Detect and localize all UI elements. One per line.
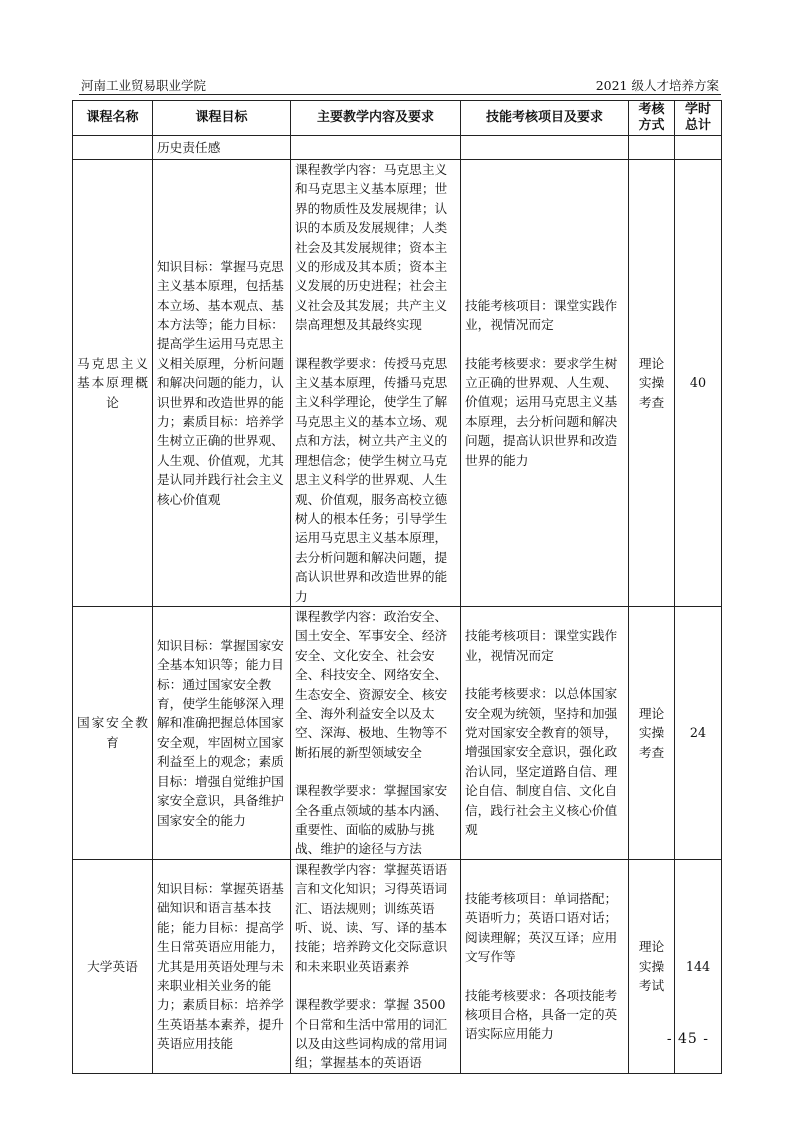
course-skill — [461, 606, 629, 859]
course-content — [291, 606, 461, 859]
col-header-content: 主要教学内容及要求 — [291, 101, 461, 136]
course-table — [72, 100, 722, 1074]
total-hours — [675, 136, 722, 160]
teaching-content: 课程教学内容：政治安全、国土安全、军事安全、经济安全、文化安全、社会安全、科技安全、网络安全、生态安全、资源安全、核安全、海外利益安全以及太空、深海、极地、生物等不断拓展的新型领域安全 — [295, 608, 448, 760]
skill-requirements: 技能考核要求：以总体国家安全观为统领，坚持和加强党对国家安全教育的领导，增强国家安全意识，强化政治认同，坚定道路自信、理论自信、制度自信、文化自信，践行社会主义核心价值观 — [465, 686, 618, 837]
col-header-method: 考核 方式 — [629, 101, 675, 136]
skill-requirements: 技能考核要求：要求学生树立正确的世界观、人生观、价值观；运用马克思主义基本原理，去分析问题和解决问题，提高认识世界和改造世界的能力 — [465, 355, 618, 468]
course-name: 大学英语 — [73, 859, 153, 1073]
course-goal: 历史责任感 — [153, 136, 291, 160]
course-name — [73, 136, 153, 160]
skill-items: 技能考核项目：课堂实践作业，视情况而定 — [465, 628, 618, 663]
teaching-requirements: 课程教学要求：传授马克思主义基本原理，传播马克思主义科学理论，使学生了解马克思主义的基本立场、观点和方法，树立共产主义的理想信念；使学生树立马克思主义科学的世界观、人生观、价值观，服务高校立德树人的根本任务；引导学生运用马克思主义基本原理，去分析问题和解决问题，提高认识世界和改造世界的能力 — [295, 355, 448, 604]
teaching-requirements: 课程教学要求：掌握国家安全各重点领域的基本内涵、重要性、面临的威胁与挑战、维护的途径与方法 — [295, 783, 448, 857]
course-name: 国家安全教育 — [73, 606, 153, 859]
course-skill — [461, 859, 629, 1073]
course-content — [291, 859, 461, 1073]
total-hours: 144 — [675, 859, 722, 1073]
table-row — [73, 160, 722, 607]
course-skill — [461, 160, 629, 607]
page-header — [79, 76, 721, 95]
course-name: 马克思主义基本原理概论 — [73, 160, 153, 607]
course-skill — [461, 136, 629, 160]
table-header-row — [73, 101, 722, 136]
course-goal: 知识目标：掌握国家安全基本知识等；能力目标：通过国家安全教育，使学生能够深入理解和准确把握总体国家安全观，牢固树立国家利益至上的观念；素质目标：增强自觉维护国家安全意识，具备维护国家安全的能力 — [153, 606, 291, 859]
total-hours: 24 — [675, 606, 722, 859]
teaching-requirements: 课程教学要求：掌握 3500 个日常和生活中常用的词汇以及由这些词构成的常用词组；掌握基本的英语语 — [295, 997, 448, 1071]
teaching-content: 课程教学内容：掌握英语语言和文化知识；习得英语词汇、语法规则；训练英语听、说、读、写、译的基本技能；培养跨文化交际意识和未来职业英语素养 — [295, 861, 448, 974]
course-content — [291, 160, 461, 607]
teaching-content: 课程教学内容：马克思主义和马克思主义基本原理；世界的物质性及发展规律；认识的本质及发展规律；人类社会及其发展规律；资本主义的形成及其本质；资本主义发展的历史进程；社会主义社会及其发展；共产主义崇高理想及其最终实现 — [295, 162, 448, 333]
table-row — [73, 606, 722, 859]
assessment-method: 理论实操考查 — [629, 160, 675, 607]
col-header-name: 课程名称 — [73, 101, 153, 136]
course-goal: 知识目标：掌握英语基础知识和语言基本技能；能力目标：提高学生日常英语应用能力，尤其是用英语处理与未来职业相关业务的能力；素质目标：培养学生英语基本素养，提升英语应用技能 — [153, 859, 291, 1073]
skill-items: 技能考核项目：课堂实践作业，视情况而定 — [465, 297, 618, 333]
school-name: 河南工业贸易职业学院 — [81, 78, 207, 93]
table-row — [73, 136, 722, 160]
document-title: 2021 级人才培养方案 — [595, 78, 719, 93]
course-goal: 知识目标：掌握马克思主义基本原理，包括基本立场、基本观点、基本方法等；能力目标：提高学生运用马克思主义相关原理，分析问题和解决问题的能力，认识世界和改造世界的能力；素质目标：培养学生树立正确的世界观、人生观、价值观，尤其是认同并践行社会主义核心价值观 — [153, 160, 291, 607]
skill-items: 技能考核项目：单词搭配；英语听力；英语口语对话；阅读理解；英汉互译；应用文写作等 — [465, 890, 618, 965]
page-number: - 45 - — [666, 1031, 709, 1047]
total-hours: 40 — [675, 160, 722, 607]
table-row — [73, 859, 722, 1073]
col-header-hours: 学时 总计 — [675, 101, 722, 136]
assessment-method: 理论实操考试 — [629, 859, 675, 1073]
col-header-goal: 课程目标 — [153, 101, 291, 136]
assessment-method — [629, 136, 675, 160]
course-content — [291, 136, 461, 160]
assessment-method: 理论实操考查 — [629, 606, 675, 859]
col-header-skill: 技能考核项目及要求 — [461, 101, 629, 136]
skill-requirements: 技能考核要求：各项技能考核项目合格，具备一定的英语实际应用能力 — [465, 987, 618, 1042]
